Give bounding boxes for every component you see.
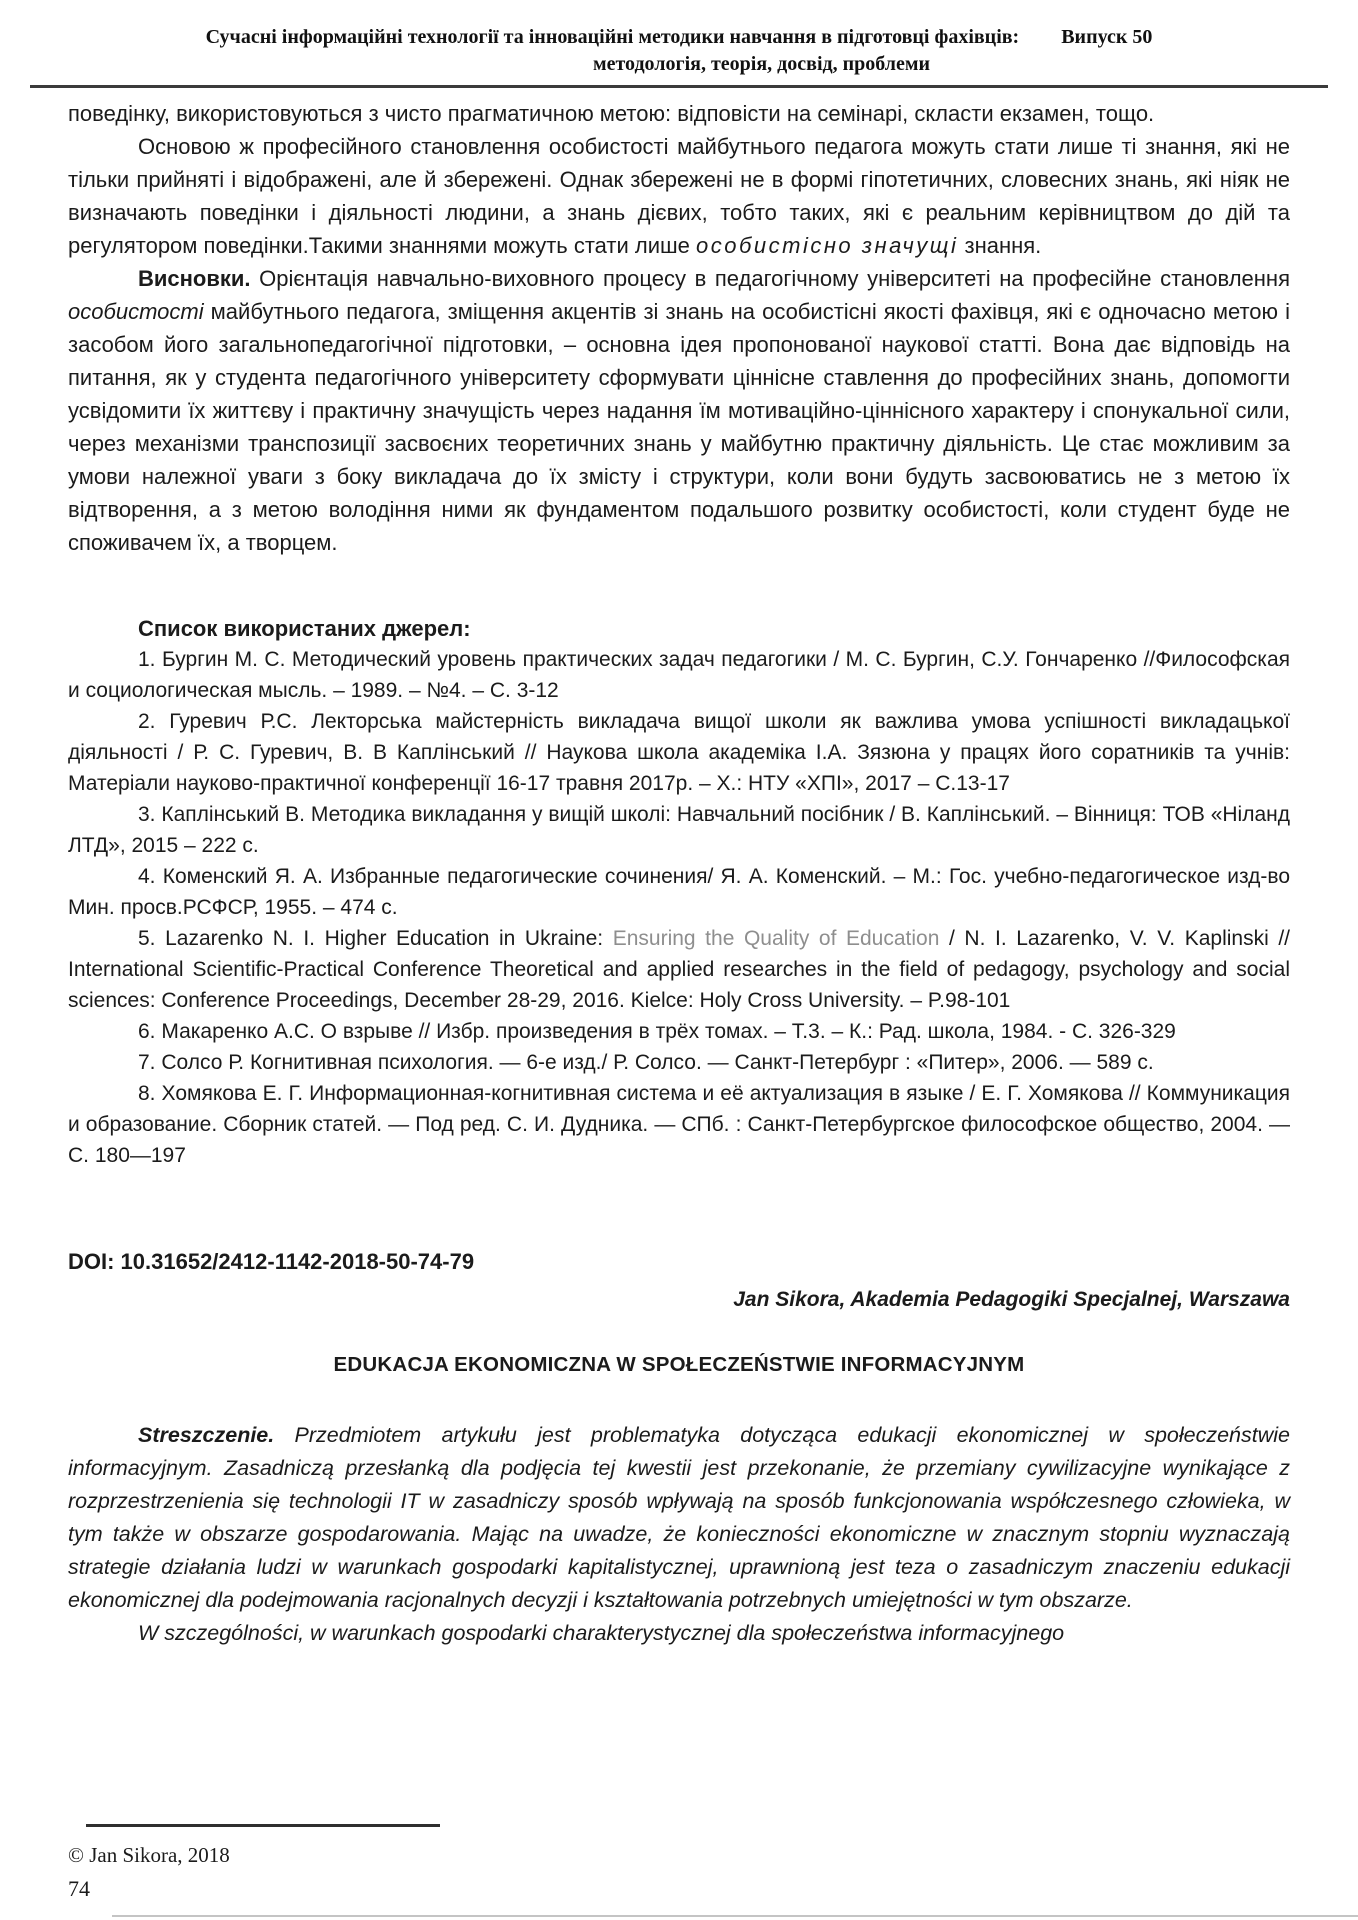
- abstract-lead: Streszczenie.: [138, 1423, 275, 1447]
- journal-header-line1: [68, 24, 1290, 51]
- reference-item-3: 3. Каплінський В. Методика викладання у вищій школі: Навчальний посібник / В. Каплінський. – Вінниця: ТОВ «Ніланд ЛТД», 2015 – 222 с.: [68, 803, 1290, 857]
- journal-header: [68, 0, 1290, 88]
- page-body: [68, 97, 1290, 1650]
- reference-item-2: 2. Гуревич Р.С. Лекторська майстерність викладача вищої школи як важлива умова успішності викладацької діяльності / Р. С. Гуревич, В. В Каплінський // Наукова школа академіка І.А. Зязюна у працях його соратників та учнів: Матеріали науково-практичної конференції 16-17 травня 2017р. – Х.: НТУ «ХПІ», 2017 – С.13-17: [68, 710, 1290, 795]
- reference-item-6: 6. Макаренко А.С. О взрыве // Избр. произведения в трёх томах. – Т.3. – К.: Рад. школа, 1984. - С. 326-329: [138, 1020, 1176, 1043]
- abstract-paragraph: [68, 1419, 1290, 1617]
- paragraph-conclusions: [68, 262, 1290, 559]
- doi-line: DOI: 10.31652/2412-1142-2018-50-74-79: [68, 1249, 475, 1274]
- paragraph-continuation: поведінку, використовуються з чисто прагматичною метою: відповісти на семінарі, скласти екзамен, тощо.: [68, 101, 1155, 126]
- paragraph-knowledge-end: знання.: [958, 233, 1042, 258]
- references-section: [68, 613, 1290, 1171]
- emphasized-phrase: особистісно значущі: [696, 233, 959, 258]
- conclusions-text-2: майбутнього педагога, зміщення акцентів зі знань на особистісні якості фахівця, які є одночасно метою і засобом його загальнопедагогічної підготовки, – основна ідея пропонованої наукової статті. Вона дає відповідь на питання, як у студента педагогічного університету сформувати ціннісне ставлення до професійних знань, допомогти усвідомити їх життєву і практичну значущість через надання їм мотиваційно-ціннісного характеру і спонукальної сили, через механізми транспозиції засвоєних теоретичних знань у майбутню практичну діяльність. Це стає можливим за умови належної уваги з боку викладача до їх змісту і структури, коли вони будуть засвоюватись не з метою їх відтворення, а з метою володіння ними як фундаментом подальшого розвитку особистості, коли студент буде не споживачем їх, а творцем.: [68, 299, 1290, 555]
- bottom-edge-line: [112, 1915, 1358, 1917]
- abstract-paragraph-2: W szczególności, w warunkach gospodarki charakterystycznej dla społeczeństwa informacyjnego: [138, 1621, 1065, 1645]
- reference-item-4: 4. Коменский Я. А. Избранные педагогические сочинения/ Я. А. Коменский. – М.: Гос. учебно-педагогическое изд-во Мин. просв.РСФСР, 1955. – 474 с.: [68, 865, 1290, 919]
- page-number: 74: [68, 1876, 90, 1901]
- journal-title: Сучасні інформаційні технології та інноваційні методики навчання в підготовці фахівців:: [205, 26, 1020, 48]
- header-divider: [30, 85, 1328, 88]
- journal-subtitle: методологія, теорія, досвід, проблеми: [592, 53, 931, 75]
- reference-5-start: 5. Lazarenko N. I. Higher Education in Ukraine:: [138, 927, 613, 950]
- conclusions-italic-word: особистості: [68, 299, 204, 324]
- references-heading: Список використаних джерел:: [138, 616, 471, 641]
- copyright-line: © Jan Sikora, 2018: [68, 1843, 230, 1867]
- journal-issue: Випуск 50: [1061, 26, 1153, 48]
- article-title: EDUKACJA EKONOMICZNA W SPOŁECZEŃSTWIE INFORMACYJNYM: [333, 1353, 1025, 1376]
- paragraph-knowledge-text: Основою ж професійного становлення особистості майбутнього педагога можуть стати лише ті знання, які не тільки прийняті і відображені, але й збережені. Однак збережені не в формі гіпотетичних, словесних знань, які ніяк не визначають поведінки і діяльності людини, а знань дієвих, тобто таких, які є реальним керівництвом до дій та регулятором поведінки.Такими знаннями можуть стати лише: [68, 134, 1290, 258]
- abstract-text: Przedmiotem artykułu jest problematyka dotycząca edukacji ekonomicznej w społeczeństwie informacyjnym. Zasadniczą przesłanką dla podjęcia tej kwestii jest przekonanie, że przemiany cywilizacyjne wynikające z rozprzestrzenienia się technologii IT w zasadniczy sposób wpływają na sposób funkcjonowania współczesnego człowieka, w tym także w obszarze gospodarowania. Mając na uwadze, że konieczności ekonomiczne w znacznym stopniu wyznaczają strategie działania ludzi w warunkach gospodarki kapitalistycznej, uprawnioną jest teza o zasadniczym znaczeniu edukacji ekonomicznej dla podejmowania racjonalnych decyzji i kształtowania potrzebnych umiejętności w tym obszarze.: [68, 1423, 1290, 1612]
- footnote-divider: [86, 1824, 440, 1827]
- reference-item-5: [68, 923, 1290, 1016]
- next-article-head: [68, 1247, 1290, 1650]
- paragraph-knowledge: [68, 130, 1290, 262]
- reference-item-7: 7. Солсо Р. Когнитивная психология. — 6-е изд./ Р. Солсо. — Санкт-Петербург : «Питер», 2006. — 589 с.: [138, 1051, 1154, 1074]
- author-affiliation: Jan Sikora, Akademia Pedagogiki Specjalnej, Warszawa: [733, 1288, 1290, 1311]
- conclusions-text-1: Орієнтація навчально-виховного процесу в педагогічному університеті на професійне становлення: [250, 266, 1290, 291]
- reference-item-8: 8. Хомякова Е. Г. Информационная-когнитивная система и её актуализация в языке / Е. Г. Хомякова // Коммуникация и образование. Сборник статей. — Под ред. С. И. Дудника. — СПб. : Санкт-Петербургское философское общество, 2004. — С. 180—197: [68, 1082, 1290, 1167]
- reference-5-gray-segment: Ensuring the Quality of Education: [612, 927, 940, 950]
- reference-5-end: / N. I. Lazarenko, V. V. Kaplinski // International Scientific-Practical Conference Theoretical and applied researches in the field of pedagogy, psychology and social sciences: Conference Proceedings, December 28-29, 2016. Kielce: Holy Cross University. – P.98-101: [68, 927, 1291, 1012]
- reference-item-1: 1. Бургин М. С. Методический уровень практических задач педагогики / М. С. Бургин, С.У. Гончаренко //Философская и социологическая мысль. – 1989. – №4. – С. 3-12: [68, 648, 1290, 702]
- conclusions-lead: Висновки.: [138, 266, 251, 291]
